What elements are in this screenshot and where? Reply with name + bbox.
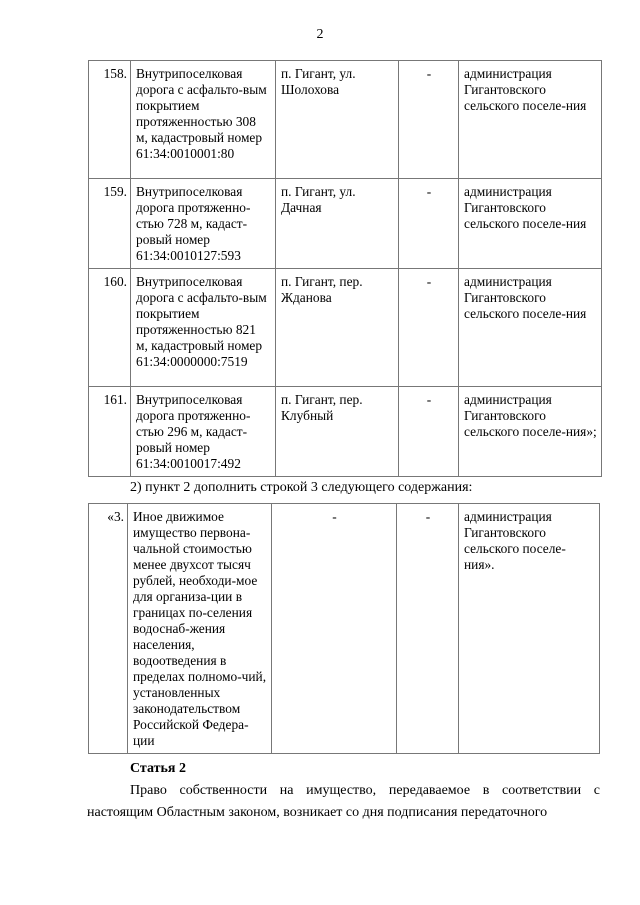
property-holder: администрация Гигантовского сельского поселе-ния: [459, 269, 602, 387]
property-name: Внутрипоселковая дорога протяженно-стью 296 м, кадаст-ровый номер 61:34:0010017:492: [131, 387, 276, 477]
empty-cell: -: [399, 387, 459, 477]
property-holder: администрация Гигантовского сельского поселе-ния: [459, 61, 602, 179]
article-heading: Статья 2: [130, 761, 186, 776]
property-holder: администрация Гигантовского сельского поселе-ния: [459, 179, 602, 269]
empty-cell: -: [397, 504, 459, 754]
property-location: п. Гигант, ул. Шолохова: [276, 61, 399, 179]
property-name: Внутрипоселковая дорога с асфальто-вым покрытием протяженностью 821 м, кадастровый номер 61:34:0000000:7519: [131, 269, 276, 387]
table-row: [89, 61, 602, 179]
property-location: п. Гигант, пер. Клубный: [276, 387, 399, 477]
empty-cell: -: [399, 179, 459, 269]
empty-cell: -: [272, 504, 397, 754]
row-number: 159.: [89, 179, 131, 269]
property-name: Внутрипоселковая дорога протяженно-стью 728 м, кадаст-ровый номер 61:34:0010127:593: [131, 179, 276, 269]
table-row: [89, 387, 602, 477]
property-location: п. Гигант, ул. Дачная: [276, 179, 399, 269]
property-location: п. Гигант, пер. Жданова: [276, 269, 399, 387]
property-name: Иное движимое имущество первона-чальной стоимостью менее двухсот тысяч рублей, необходи-мое для организа-ции в границах по-селения водоснаб-жения населения, водоотведения в пределах полномо-чий, установленных законодательством Российской Федера-ции: [128, 504, 272, 754]
property-holder: администрация Гигантовского сельского поселе-ния»;: [459, 387, 602, 477]
property-name: Внутрипоселковая дорога с асфальто-вым покрытием протяженностью 308 м, кадастровый номер 61:34:0010001:80: [131, 61, 276, 179]
empty-cell: -: [399, 269, 459, 387]
page-number: 2: [316, 27, 324, 42]
table-row: [89, 269, 602, 387]
row-number: 158.: [89, 61, 131, 179]
amendment-text: 2) пункт 2 дополнить строкой 3 следующего содержания:: [130, 480, 473, 495]
row-number: 160.: [89, 269, 131, 387]
table-row: [89, 179, 602, 269]
property-table: [88, 60, 602, 477]
row-number: 161.: [89, 387, 131, 477]
table-row: [89, 504, 600, 754]
empty-cell: -: [399, 61, 459, 179]
amendment-table: [88, 503, 600, 754]
row-number: «3.: [89, 504, 128, 754]
property-holder: администрация Гигантовского сельского поселе-ния».: [459, 504, 600, 754]
article-text: Право собственности на имущество, передаваемое в соответствии с настоящим Областным законом, возникает со дня подписания передаточного: [87, 783, 600, 820]
